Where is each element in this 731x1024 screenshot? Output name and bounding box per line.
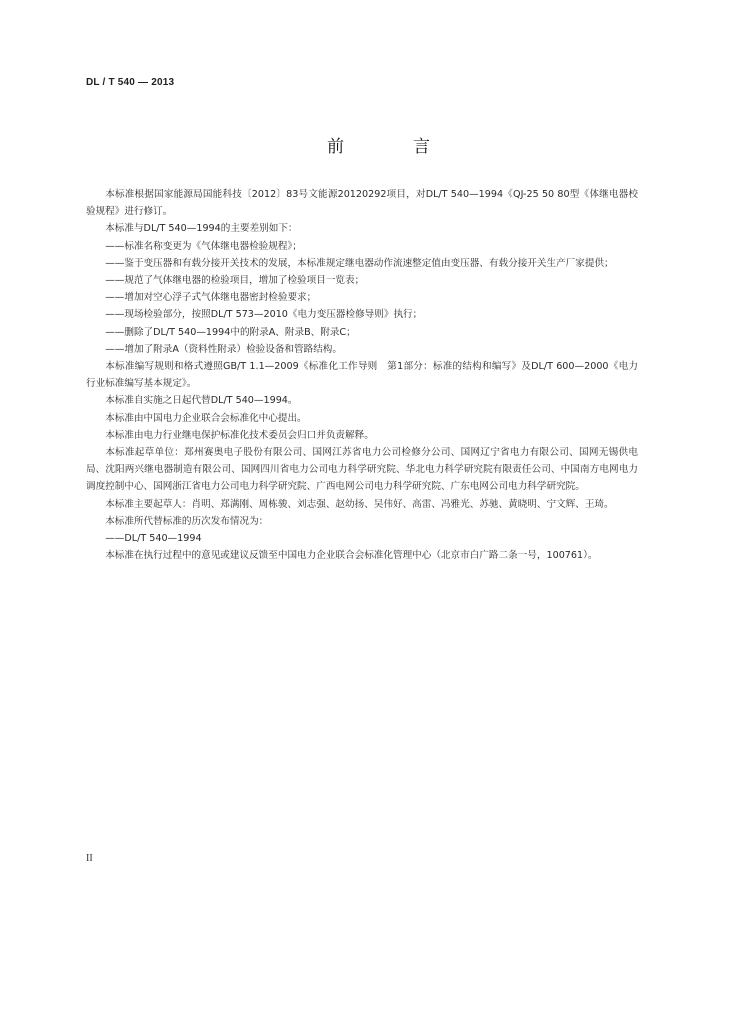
list-item: ——删除了DL/T 540—1994中的附录A、附录B、附录C； (105, 326, 356, 338)
paragraph-replaces: 本标准自实施之日起代替DL/T 540—1994。 (105, 395, 298, 407)
paragraph-drafters: 本标准主要起草人：肖明、郑满刚、周栋骏、刘志强、赵幼扬、吴伟好、高雷、冯雅光、苏驰、黄晓明、宁文辉、王琦。 (105, 498, 614, 510)
list-item: ——DL/T 540—1994 (105, 533, 202, 545)
page-number: II (86, 853, 93, 864)
paragraph-main-differences: 本标准与DL/T 540—1994的主要差别如下： (105, 223, 298, 235)
list-item: ——规范了气体继电器的检验项目，增加了检验项目一览表； (105, 275, 365, 287)
list-item: ——鉴于变压器和有载分接开关技术的发展，本标准规定继电器动作流速整定值由变压器、有载分接开关生产厂家提供； (105, 257, 614, 269)
foreword-body (86, 186, 638, 564)
list-item: ——标准名称变更为《气体继电器检验规程》； (105, 240, 302, 252)
list-item: ——增加对空心浮子式气体继电器密封检验要求； (105, 292, 317, 304)
standard-code-header: DL / T 540 — 2013 (86, 77, 175, 88)
page-title: 前 言 (327, 137, 456, 157)
paragraph-proposed-by: 本标准由中国电力企业联合会标准化中心提出。 (105, 412, 307, 424)
paragraph-history: 本标准所代替标准的历次发布情况为： (105, 515, 269, 527)
paragraph-drafting-units: 本标准起草单位：郑州赛奥电子股份有限公司、国网江苏省电力公司检修分公司、国网辽宁省电力有限公司、国网无锡供电局、沈阳两兴继电器制造有限公司、国网四川省电力公司电力科学研究院、华北电力科学研究院有限责任公司、中国南方电网电力调度控制中心、国网浙江省电力公司电力科学研究院、广西电网公司电力科学研究院、广东电网公司电力科学研究院。 (86, 447, 638, 493)
paragraph-drafting-rules: 本标准编写规则和格式遵照GB/T 1.1—2009《标准化工作导则 第1部分：标准的结构和编写》及DL/T 600—2000《电力行业标准编写基本规定》。 (86, 361, 638, 390)
list-item: ——增加了附录A（资料性附录）检验设备和管路结构。 (105, 343, 342, 355)
paragraph-feedback: 本标准在执行过程中的意见或建议反馈至中国电力企业联合会标准化管理中心（北京市白广路二条一号，100761）。 (105, 550, 598, 562)
paragraph-revision-basis: 本标准根据国家能源局国能科技〔2012〕83号文能源20120292项目，对DL/T 540—1994《QJ-25 50 80型《体继电器校验规程》进行修订。 (86, 189, 638, 218)
list-item: ——现场检验部分，按照DL/T 573—2010《电力变压器检修导则》执行； (105, 309, 423, 321)
paragraph-responsible-committee: 本标准由电力行业继电保护标准化技术委员会归口并负责解释。 (105, 429, 374, 441)
